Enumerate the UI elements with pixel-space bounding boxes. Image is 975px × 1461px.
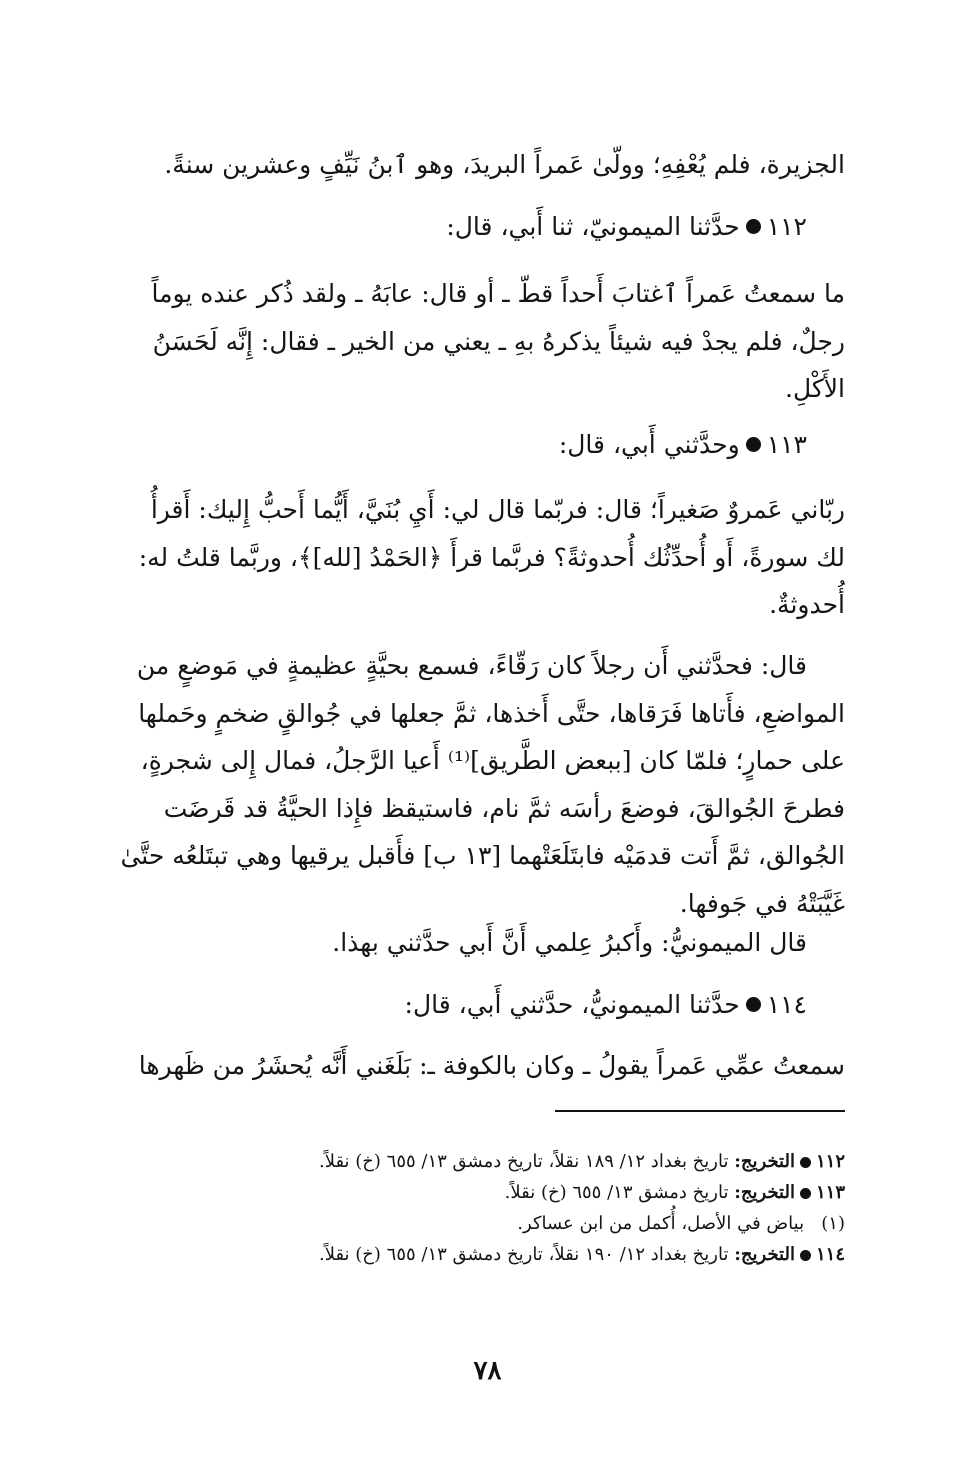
text-line: ربّاني عَمروٌ صَغيراً؛ قال: فربّما قال لي: أَيِ بُنَيَّ، أَيُّما أَحبُّ إِليك: أَقرأُ <box>150 495 845 524</box>
text-line: على حمارٍ؛ فلمّا كان [ببعض الطَّريق]⁽¹⁾ أَعيا الرَّجلُ، فمال إِلى شجرةٍ، <box>140 746 845 775</box>
hadith-heading-114 <box>405 985 845 1025</box>
hadith-heading-text: وحدَّثني أَبي، قال: <box>558 430 740 459</box>
hadith-heading-112 <box>446 207 845 247</box>
text-line: غَيَّبَتْهُ في جَوفها. <box>679 888 845 918</box>
footnotes <box>319 1146 845 1270</box>
text-line: الجُوالق، ثمَّ أَتت قدمَيْه فابتَلَعَتْهما [١٣ ب] فأَقبل يرقيها وهي تبتَلعُه حتَّىٰ <box>120 841 845 870</box>
bullet-icon <box>746 219 761 234</box>
text-line: سمعتُ عمِّي عَمراً يقولُ ـ وكان بالكوفة ـ: بَلَغَني أَنَّه يُحشَرُ من ظَهرها <box>138 1051 845 1080</box>
text-line: فطرحَ الجُوالقَ، فوضعَ رأسَه ثمَّ نام، فاستيقظ فإِذا الحيَّةُ قد قَرضَت <box>163 793 845 823</box>
footnote: ١١٢التخريج: تاريخ بغداد ١٢/ ١٨٩ نقلاً، تاريخ دمشق ١٣/ ٦٥٥ (خ) نقلاً. <box>318 1151 845 1172</box>
bullet-icon <box>746 997 761 1012</box>
text-line: المواضعِ، فأَتاها فَرَقاها، حتَّى أَخذها، ثمَّ جعلها في جُوالقٍ ضخمٍ وحَملها <box>138 698 845 728</box>
paragraph-113-story <box>120 642 845 927</box>
hadith-heading-113 <box>559 425 845 465</box>
text-line: قال: فحدَّثني أَن رجلاً كان رَقّاءً، فسمع بحيَّةٍ عظيمةٍ في مَوضعٍ من <box>136 651 807 680</box>
page-number: ٧٨ <box>473 1356 502 1386</box>
text-line: الأَكْلِ. <box>785 374 845 403</box>
footnote: ١١٣التخريج: تاريخ دمشق ١٣/ ٦٥٥ (خ) نقلاً. <box>504 1182 845 1203</box>
text-line: أُحدوثةٌ. <box>769 590 845 619</box>
bullet-icon <box>746 437 761 452</box>
text-line: لك سورةً، أَو أُحدِّثُك أُحدوثةً؟ فربَّما قرأَ ﴿الحَمْدُ [لله]﴾، وربَّما قلتُ له: <box>138 542 845 572</box>
footnote: (١) بياض في الأصل، أُكمل من ابن عساكر. <box>517 1213 845 1234</box>
hadith-number: ١١٢ <box>766 212 807 241</box>
paragraph-112 <box>133 270 845 413</box>
bullet-icon <box>800 1157 811 1168</box>
text-line: رجلٌ، فلم يجدْ فيه شيئاً يذكرهُ بهِ ـ يعني من الخير ـ فقال: إِنَّه لَحَسَنُ <box>152 326 845 356</box>
hadith-number: ١١٤ <box>766 990 807 1019</box>
text-line: قال الميمونيُّ: وأَكبرُ عِلمي أَنَّ أَبي حدَّثني بهذا. <box>332 928 807 957</box>
text-line: الجزيرة، فلم يُعْفِهِ؛ وولّىٰ عَمراً البريدَ، وهو ٱبنُ نَيِّفٍ وعشرين سنةً. <box>164 150 845 179</box>
paragraph-113 <box>133 486 845 629</box>
hadith-heading-text: حدَّثنا الميمونيّ، ثنا أَبي، قال: <box>446 212 740 241</box>
bullet-icon <box>800 1250 811 1261</box>
hadith-heading-text: حدَّثنا الميمونيُّ، حدَّثني أَبي، قال: <box>404 990 740 1019</box>
footnote-separator <box>555 1110 845 1112</box>
text-line: ما سمعتُ عَمراً ٱغتابَ أَحداً قطّ ـ أو قال: عابَهُ ـ ولقد ذُكر عنده يوماً <box>151 279 845 308</box>
hadith-number: ١١٣ <box>766 430 807 459</box>
bullet-icon <box>800 1188 811 1199</box>
footnote: ١١٤التخريج: تاريخ بغداد ١٢/ ١٩٠ نقلاً، تاريخ دمشق ١٣/ ٦٥٥ (خ) نقلاً. <box>318 1244 845 1265</box>
